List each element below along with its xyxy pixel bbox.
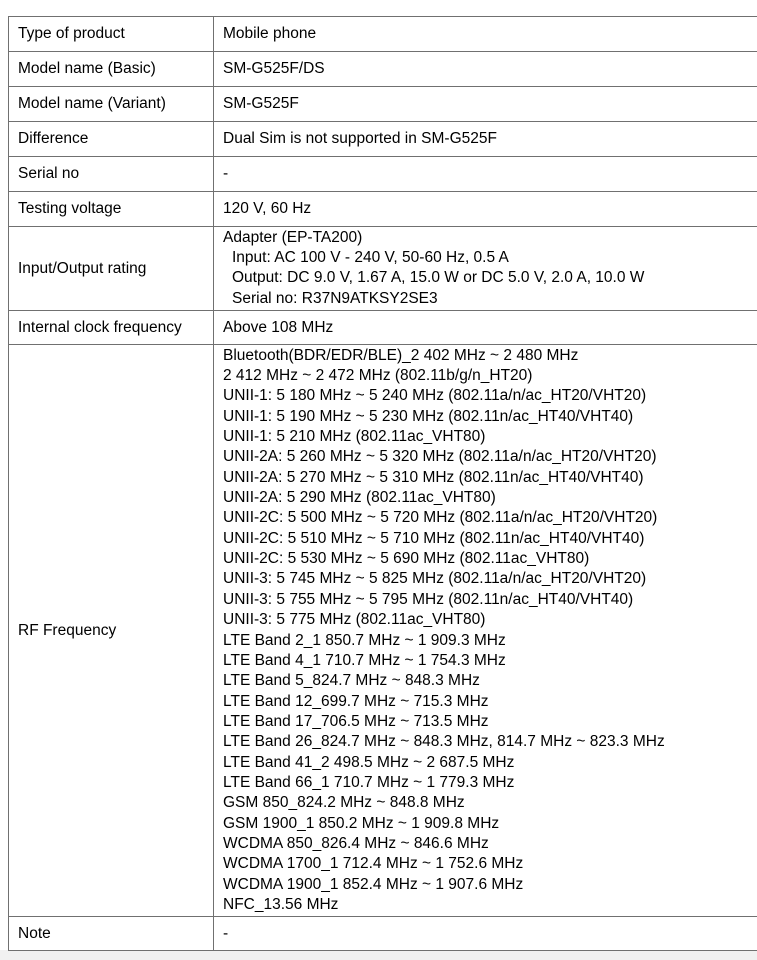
rf-line: UNII-1: 5 190 MHz ~ 5 230 MHz (802.11n/ac_HT40/VHT40) <box>223 407 634 425</box>
table-row <box>9 17 757 52</box>
row-value: Above 108 MHz <box>214 311 757 345</box>
row-label: Internal clock frequency <box>9 311 214 345</box>
rf-line: WCDMA 1700_1 712.4 MHz ~ 1 752.6 MHz <box>223 855 524 873</box>
row-label: Input/Output rating <box>9 227 214 311</box>
rf-line: GSM 1900_1 850.2 MHz ~ 1 909.8 MHz <box>223 814 500 832</box>
rf-line: UNII-3: 5 775 MHz (802.11ac_VHT80) <box>223 611 486 629</box>
table-row <box>9 917 757 951</box>
rf-line: UNII-1: 5 210 MHz (802.11ac_VHT80) <box>223 428 486 446</box>
row-value: - <box>214 917 757 951</box>
table-row <box>9 345 757 917</box>
rf-line: LTE Band 66_1 710.7 MHz ~ 1 779.3 MHz <box>223 773 515 791</box>
row-value: 120 V, 60 Hz <box>214 192 757 227</box>
row-value: SM-G525F/DS <box>214 52 757 87</box>
rf-frequency-list <box>214 345 757 917</box>
io-line: Input: AC 100 V - 240 V, 50-60 Hz, 0.5 A <box>232 248 509 266</box>
rf-line: WCDMA 1900_1 852.4 MHz ~ 1 907.6 MHz <box>223 875 524 893</box>
rf-line: LTE Band 2_1 850.7 MHz ~ 1 909.3 MHz <box>223 631 506 649</box>
rf-line: WCDMA 850_826.4 MHz ~ 846.6 MHz <box>223 834 489 852</box>
rf-line: GSM 850_824.2 MHz ~ 848.8 MHz <box>223 794 465 812</box>
rf-line: UNII-2C: 5 510 MHz ~ 5 710 MHz (802.11n/ac_HT40/VHT40) <box>223 529 645 547</box>
io-line: Adapter (EP-TA200) <box>223 228 363 246</box>
spec-table <box>8 16 757 951</box>
rf-line: LTE Band 41_2 498.5 MHz ~ 2 687.5 MHz <box>223 753 515 771</box>
rf-line: UNII-3: 5 755 MHz ~ 5 795 MHz (802.11n/ac_HT40/VHT40) <box>223 590 634 608</box>
rf-line: UNII-2A: 5 260 MHz ~ 5 320 MHz (802.11a/n/ac_HT20/VHT20) <box>223 448 657 466</box>
rf-line: LTE Band 17_706.5 MHz ~ 713.5 MHz <box>223 712 489 730</box>
row-label: Type of product <box>9 17 214 52</box>
row-label: Testing voltage <box>9 192 214 227</box>
io-line: Serial no: R37N9ATKSY2SE3 <box>232 289 438 307</box>
rf-line: 2 412 MHz ~ 2 472 MHz (802.11b/g/n_HT20) <box>223 367 533 385</box>
table-row <box>9 311 757 345</box>
table-row <box>9 122 757 157</box>
rf-line: LTE Band 4_1 710.7 MHz ~ 1 754.3 MHz <box>223 651 506 669</box>
row-label: Model name (Basic) <box>9 52 214 87</box>
rf-line: NFC_13.56 MHz <box>223 895 339 913</box>
rf-line: UNII-3: 5 745 MHz ~ 5 825 MHz (802.11a/n/ac_HT20/VHT20) <box>223 570 647 588</box>
table-row <box>9 87 757 122</box>
rf-line: UNII-1: 5 180 MHz ~ 5 240 MHz (802.11a/n/ac_HT20/VHT20) <box>223 387 647 405</box>
row-value <box>214 227 757 311</box>
rf-line: UNII-2A: 5 290 MHz (802.11ac_VHT80) <box>223 489 496 507</box>
rf-line: LTE Band 12_699.7 MHz ~ 715.3 MHz <box>223 692 489 710</box>
rf-line: UNII-2A: 5 270 MHz ~ 5 310 MHz (802.11n/ac_HT40/VHT40) <box>223 468 644 486</box>
rf-line: Bluetooth(BDR/EDR/BLE)_2 402 MHz ~ 2 480 MHz <box>223 346 579 364</box>
rf-line: UNII-2C: 5 530 MHz ~ 5 690 MHz (802.11ac_VHT80) <box>223 550 590 568</box>
row-label: Model name (Variant) <box>9 87 214 122</box>
row-value: - <box>214 157 757 192</box>
table-row <box>9 192 757 227</box>
row-value: Dual Sim is not supported in SM-G525F <box>214 122 757 157</box>
row-label: Serial no <box>9 157 214 192</box>
io-line: Output: DC 9.0 V, 1.67 A, 15.0 W or DC 5.0 V, 2.0 A, 10.0 W <box>232 269 645 287</box>
row-label: RF Frequency <box>9 345 214 917</box>
row-value: Mobile phone <box>214 17 757 52</box>
rf-line: LTE Band 26_824.7 MHz ~ 848.3 MHz, 814.7 MHz ~ 823.3 MHz <box>223 733 665 751</box>
row-label: Difference <box>9 122 214 157</box>
row-label: Note <box>9 917 214 951</box>
row-value: SM-G525F <box>214 87 757 122</box>
rf-line: LTE Band 5_824.7 MHz ~ 848.3 MHz <box>223 672 480 690</box>
table-row <box>9 227 757 311</box>
rf-line: UNII-2C: 5 500 MHz ~ 5 720 MHz (802.11a/n/ac_HT20/VHT20) <box>223 509 658 527</box>
table-row <box>9 52 757 87</box>
table-row <box>9 157 757 192</box>
